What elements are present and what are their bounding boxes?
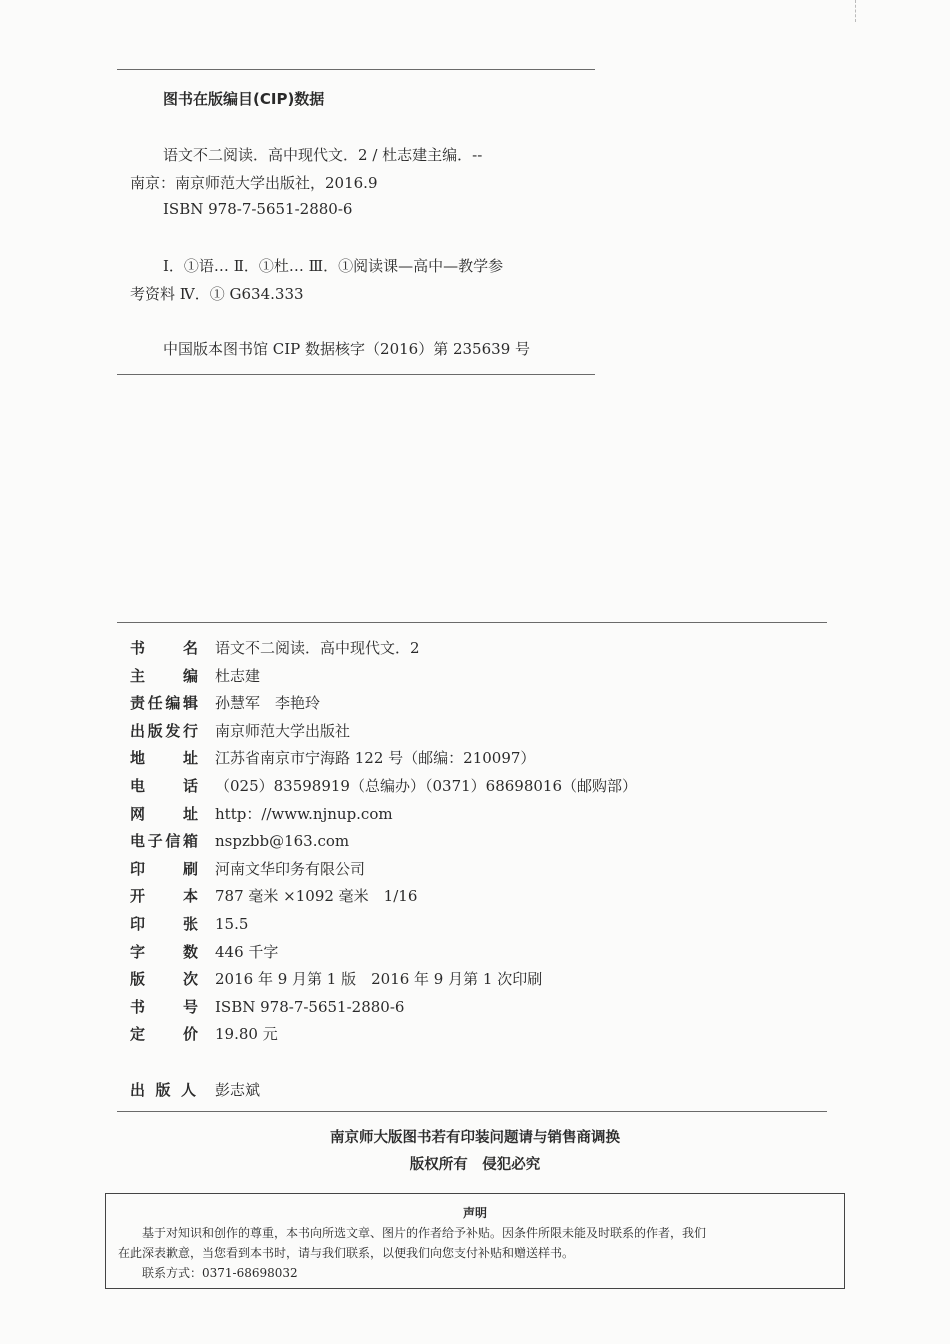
publisher-value: 彭志斌 — [215, 1081, 261, 1099]
declaration-line-1: 基于对知识和创作的尊重，本书向所选文章、图片的作者给予补贴。因条件所限未能及时联系的作者，我们 — [142, 1226, 707, 1240]
info-label: 印张 — [130, 914, 198, 933]
info-value: 孙慧军 李艳玲 — [215, 694, 321, 713]
info-label: 主编 — [130, 666, 198, 685]
info-label: 网址 — [130, 804, 198, 823]
info-label: 出版发行 — [130, 721, 198, 740]
cip-title: 图书在版编目(CIP)数据 — [163, 90, 325, 108]
info-value: 2016 年 9 月第 1 版 2016 年 9 月第 1 次印刷 — [215, 970, 543, 989]
info-value: 杜志建 — [215, 666, 261, 685]
info-label: 书号 — [130, 997, 198, 1016]
scan-edge-mark — [855, 0, 857, 22]
info-value: 15.5 — [215, 914, 249, 933]
info-value: （025）83598919（总编办）（0371）68698016（邮购部） — [215, 776, 638, 795]
cip-line-5: 考资料 Ⅳ．① G634.333 — [130, 285, 304, 303]
info-value: 河南文华印务有限公司 — [215, 859, 366, 878]
publisher-label: 出版人 — [130, 1081, 196, 1099]
info-label: 书名 — [130, 639, 198, 657]
cip-line-3: ISBN 978-7-5651-2880-6 — [163, 200, 353, 218]
cip-line-6: 中国版本图书馆 CIP 数据核字（2016）第 235639 号 — [163, 340, 531, 358]
info-value: nspzbb@163.com — [215, 832, 350, 851]
info-value: 语文不二阅读．高中现代文．2 — [215, 639, 420, 657]
declaration-line-2: 在此深表歉意，当您看到本书时，请与我们联系，以便我们向您支付补贴和赠送样书。 — [118, 1246, 575, 1260]
info-value: http：//www.njnup.com — [215, 804, 393, 823]
info-value: 19.80 元 — [215, 1025, 278, 1044]
info-label: 电子信箱 — [130, 832, 198, 851]
info-value: 446 千字 — [215, 942, 279, 961]
cip-top-rule — [117, 69, 595, 70]
cip-line-2: 南京：南京师范大学出版社，2016.9 — [130, 174, 378, 192]
info-label: 电话 — [130, 776, 198, 795]
info-bottom-rule — [117, 1111, 827, 1112]
info-label: 定价 — [130, 1025, 198, 1044]
info-value: 787 毫米 ×1092 毫米 1/16 — [215, 887, 418, 906]
declaration-title: 声明 — [462, 1206, 487, 1220]
info-label: 字数 — [130, 942, 198, 961]
declaration-contact: 联系方式：0371-68698032 — [142, 1266, 298, 1280]
cip-bottom-rule — [117, 374, 595, 375]
info-label: 责任编辑 — [130, 694, 198, 713]
info-value: ISBN 978-7-5651-2880-6 — [215, 997, 405, 1016]
info-label: 版次 — [130, 970, 198, 989]
info-label: 印刷 — [130, 859, 198, 878]
print-quality-notice: 南京师大版图书若有印装问题请与销售商调换 — [330, 1130, 620, 1146]
cip-line-4: Ⅰ．①语… Ⅱ．①杜… Ⅲ．①阅读课—高中—教学参 — [163, 257, 504, 275]
info-value: 南京师范大学出版社 — [215, 721, 351, 740]
info-top-rule — [117, 622, 827, 623]
info-label: 开本 — [130, 887, 198, 906]
info-value: 江苏省南京市宁海路 122 号（邮编：210097） — [215, 749, 536, 768]
copyright-notice: 版权所有 侵犯必究 — [409, 1157, 541, 1173]
cip-line-1: 语文不二阅读．高中现代文．2 / 杜志建主编．-- — [163, 146, 483, 164]
declaration-box — [105, 1193, 845, 1289]
info-label: 地址 — [130, 749, 198, 768]
